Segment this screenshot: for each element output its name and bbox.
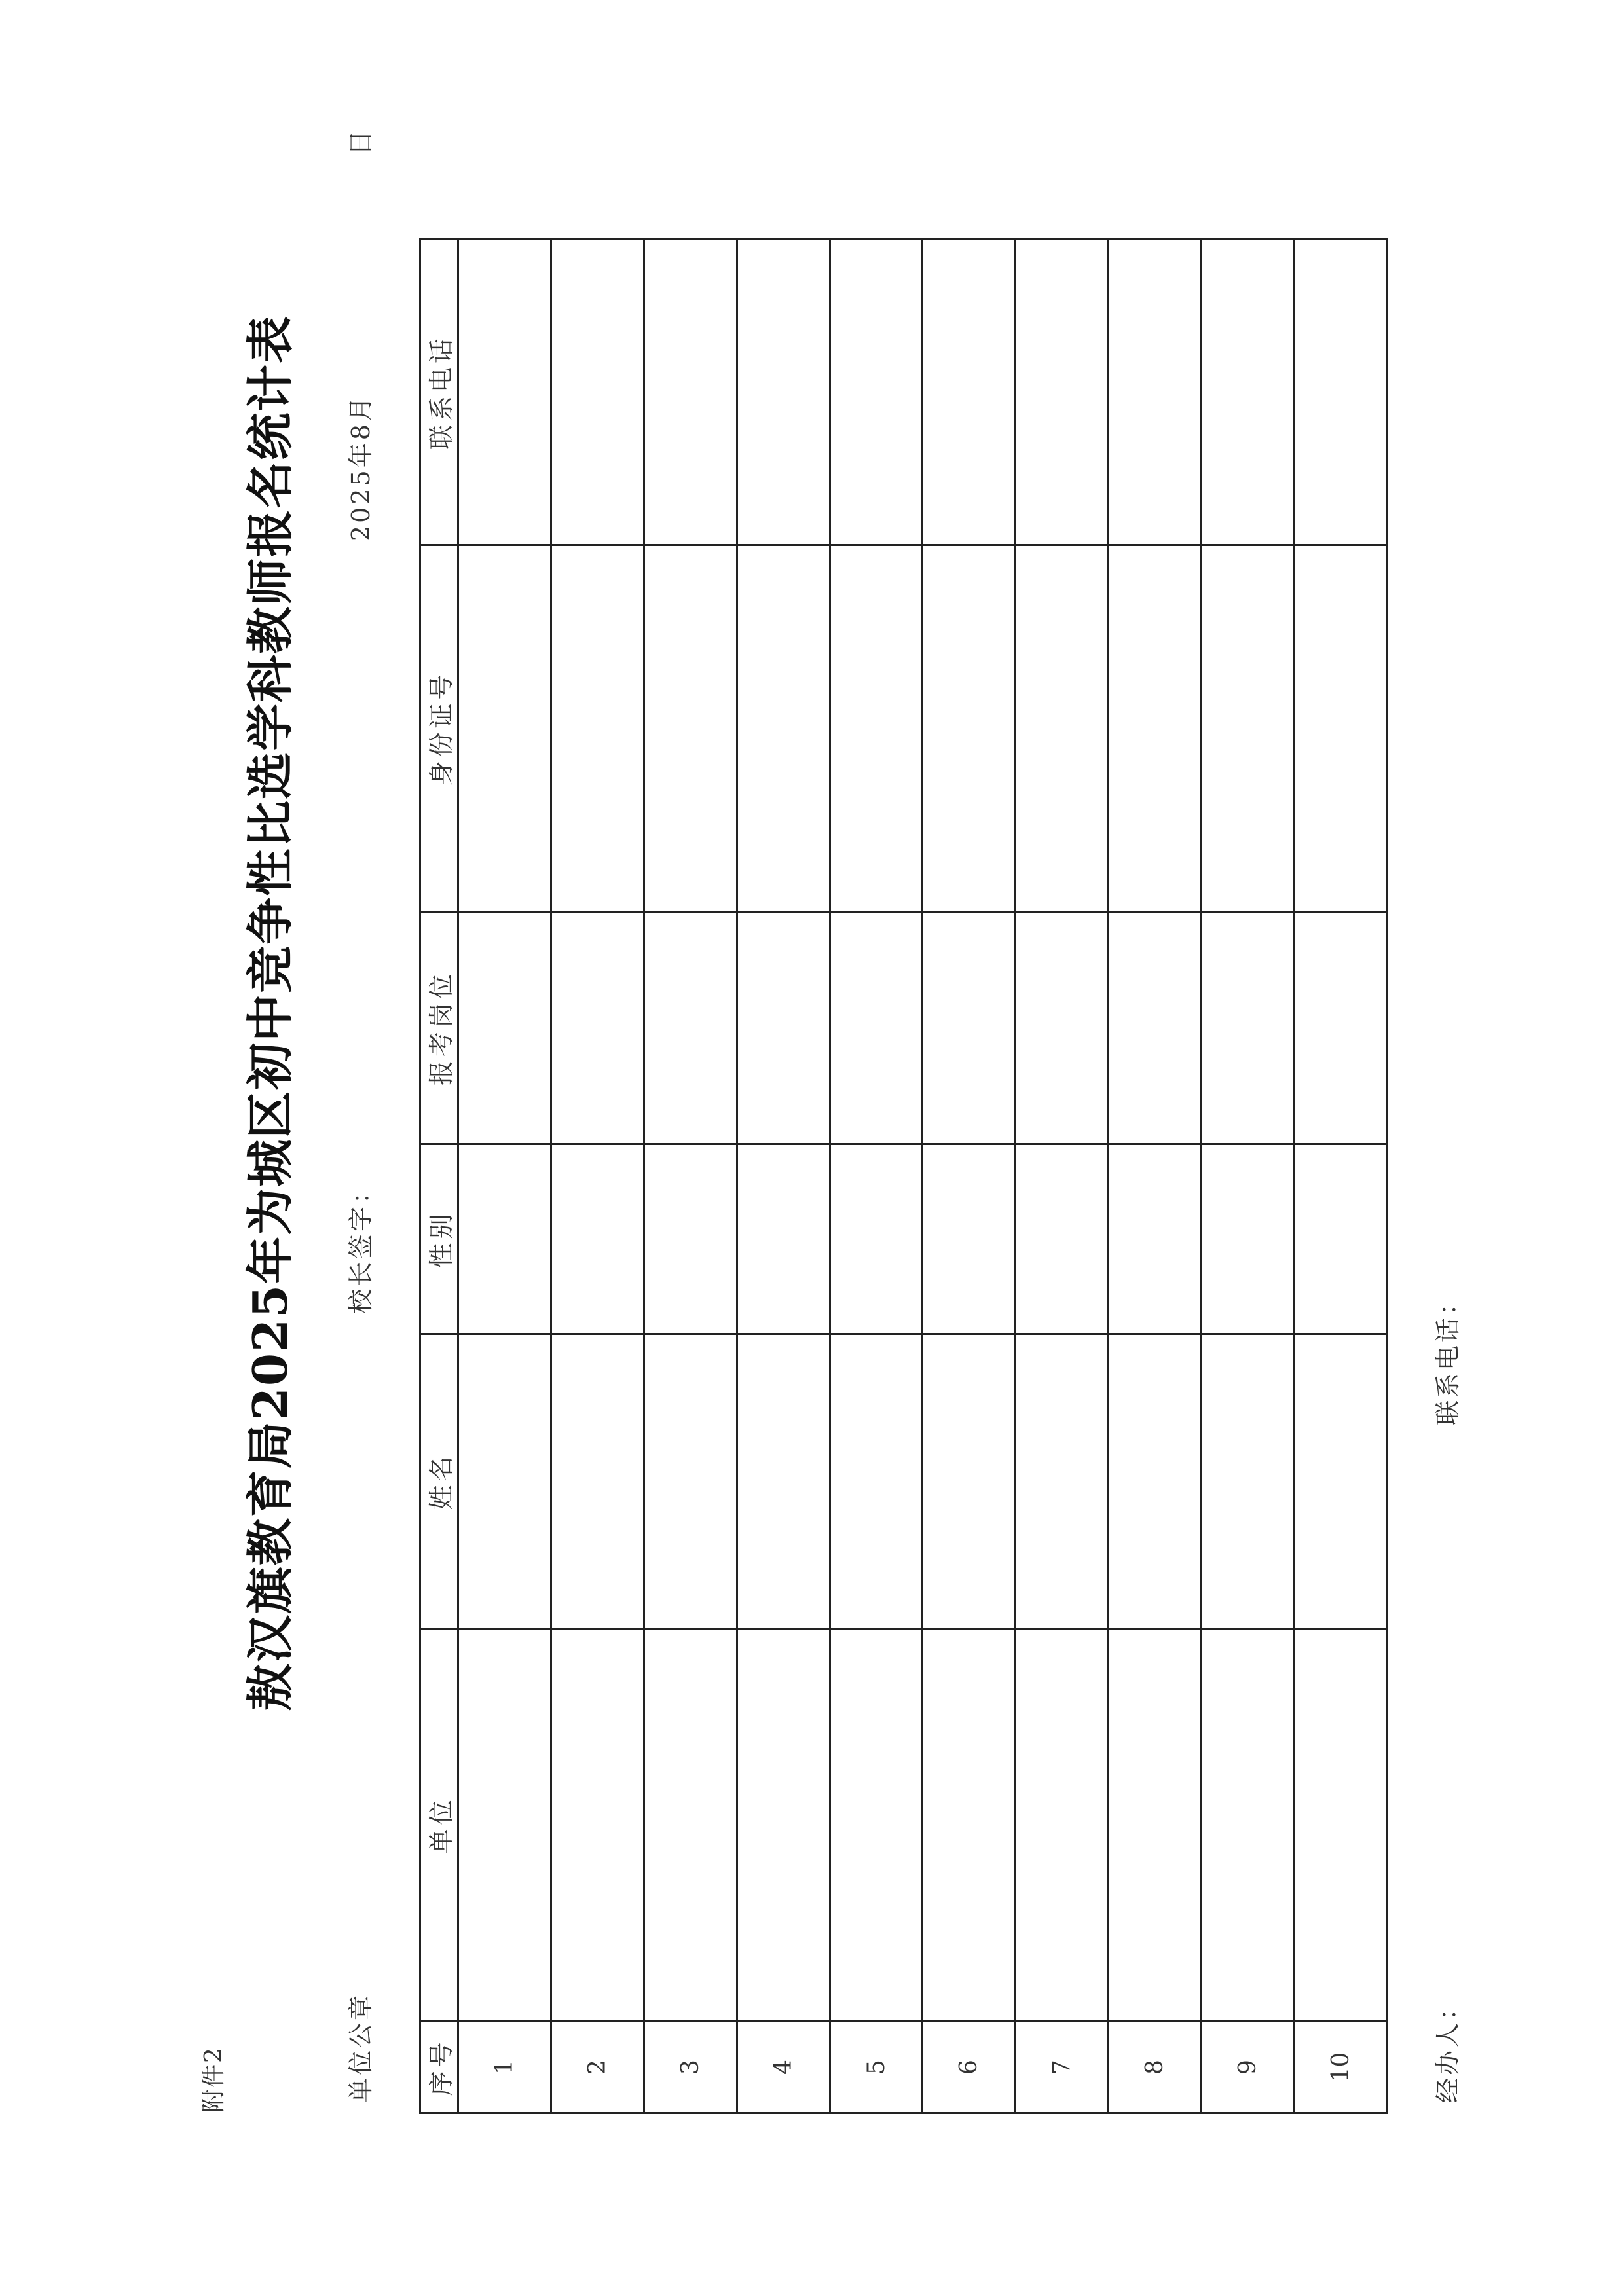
blank-entry-cell[interactable] — [923, 912, 1016, 1144]
column-header: 序号 — [420, 2022, 458, 2113]
column-header: 报考岗位 — [420, 912, 458, 1144]
blank-entry-cell[interactable] — [551, 1144, 644, 1334]
blank-entry-cell[interactable] — [830, 1629, 923, 2022]
blank-entry-cell[interactable] — [1016, 1144, 1109, 1334]
blank-entry-cell[interactable] — [923, 545, 1016, 912]
blank-entry-cell[interactable] — [458, 1334, 551, 1629]
date-label: 2025年8月 — [346, 394, 375, 541]
row-number-cell: 6 — [923, 2022, 1016, 2113]
blank-entry-cell[interactable] — [551, 545, 644, 912]
table-row — [1202, 240, 1295, 2113]
blank-entry-cell[interactable] — [737, 240, 830, 545]
column-header: 性别 — [420, 1144, 458, 1334]
blank-entry-cell[interactable] — [1202, 545, 1295, 912]
seal-label: 单位公章 — [346, 1992, 375, 2103]
table-row — [1109, 240, 1202, 2113]
blank-entry-cell[interactable] — [737, 1334, 830, 1629]
blank-entry-cell[interactable] — [923, 1629, 1016, 2022]
blank-entry-cell[interactable] — [458, 240, 551, 545]
blank-entry-cell[interactable] — [644, 1629, 737, 2022]
contact-phone-label: 联系电话： — [1433, 1287, 1462, 1425]
blank-entry-cell[interactable] — [1016, 545, 1109, 912]
blank-entry-cell[interactable] — [644, 240, 737, 545]
blank-entry-cell[interactable] — [830, 1144, 923, 1334]
blank-entry-cell[interactable] — [1295, 545, 1388, 912]
blank-entry-cell[interactable] — [644, 1144, 737, 1334]
row-number-cell: 9 — [1202, 2022, 1295, 2113]
blank-entry-cell[interactable] — [923, 1334, 1016, 1629]
blank-entry-cell[interactable] — [737, 545, 830, 912]
blank-entry-cell[interactable] — [1295, 1144, 1388, 1334]
blank-entry-cell[interactable] — [1109, 912, 1202, 1144]
registration-table — [419, 238, 1388, 2114]
blank-entry-cell[interactable] — [551, 912, 644, 1144]
blank-entry-cell[interactable] — [830, 545, 923, 912]
blank-entry-cell[interactable] — [458, 545, 551, 912]
table-row — [1016, 240, 1109, 2113]
table-row — [458, 240, 551, 2113]
blank-entry-cell[interactable] — [1109, 1144, 1202, 1334]
blank-entry-cell[interactable] — [737, 912, 830, 1144]
table-body — [458, 240, 1388, 2113]
blank-entry-cell[interactable] — [923, 1144, 1016, 1334]
blank-entry-cell[interactable] — [1016, 1629, 1109, 2022]
principal-signature-label: 校长签字： — [346, 1176, 375, 1314]
blank-entry-cell[interactable] — [1016, 1334, 1109, 1629]
row-number-cell: 2 — [551, 2022, 644, 2113]
blank-entry-cell[interactable] — [830, 240, 923, 545]
row-number-cell: 1 — [458, 2022, 551, 2113]
row-number-cell: 8 — [1109, 2022, 1202, 2113]
blank-entry-cell[interactable] — [1295, 240, 1388, 545]
blank-entry-cell[interactable] — [923, 240, 1016, 545]
blank-entry-cell[interactable] — [1202, 912, 1295, 1144]
blank-entry-cell[interactable] — [1109, 1334, 1202, 1629]
column-header: 单位 — [420, 1629, 458, 2022]
blank-entry-cell[interactable] — [1109, 1629, 1202, 2022]
table-row — [1295, 240, 1388, 2113]
row-number-cell: 3 — [644, 2022, 737, 2113]
blank-entry-cell[interactable] — [1202, 1144, 1295, 1334]
row-number-cell: 5 — [830, 2022, 923, 2113]
blank-entry-cell[interactable] — [551, 240, 644, 545]
row-number-cell: 7 — [1016, 2022, 1109, 2113]
blank-entry-cell[interactable] — [1295, 1629, 1388, 2022]
table-row — [923, 240, 1016, 2113]
date-day-label: 日 — [346, 127, 375, 155]
blank-entry-cell[interactable] — [644, 912, 737, 1144]
blank-entry-cell[interactable] — [551, 1629, 644, 2022]
blank-entry-cell[interactable] — [1109, 240, 1202, 545]
column-header: 身份证号 — [420, 545, 458, 912]
row-number-cell: 4 — [737, 2022, 830, 2113]
blank-entry-cell[interactable] — [1295, 1334, 1388, 1629]
blank-entry-cell[interactable] — [1202, 1629, 1295, 2022]
handler-label: 经办人： — [1433, 1992, 1462, 2103]
blank-entry-cell[interactable] — [1202, 1334, 1295, 1629]
blank-entry-cell[interactable] — [458, 1144, 551, 1334]
table-row — [644, 240, 737, 2113]
blank-entry-cell[interactable] — [737, 1629, 830, 2022]
attachment-label: 附件2 — [200, 2047, 227, 2113]
blank-entry-cell[interactable] — [1202, 240, 1295, 545]
blank-entry-cell[interactable] — [1016, 912, 1109, 1144]
blank-entry-cell[interactable] — [1295, 912, 1388, 1144]
table-row — [737, 240, 830, 2113]
column-header: 姓名 — [420, 1334, 458, 1629]
blank-entry-cell[interactable] — [551, 1334, 644, 1629]
blank-entry-cell[interactable] — [737, 1144, 830, 1334]
blank-entry-cell[interactable] — [1109, 545, 1202, 912]
table-row — [830, 240, 923, 2113]
form-title: 敖汉旗教育局2025年为城区初中竞争性比选学科教师报名统计表 — [242, 314, 298, 1711]
blank-entry-cell[interactable] — [830, 912, 923, 1144]
blank-entry-cell[interactable] — [830, 1334, 923, 1629]
blank-entry-cell[interactable] — [644, 545, 737, 912]
blank-entry-cell[interactable] — [1016, 240, 1109, 545]
row-number-cell: 10 — [1295, 2022, 1388, 2113]
blank-entry-cell[interactable] — [644, 1334, 737, 1629]
column-header: 联系电话 — [420, 240, 458, 545]
table-header-row — [420, 240, 458, 2113]
table-row — [551, 240, 644, 2113]
blank-entry-cell[interactable] — [458, 1629, 551, 2022]
blank-entry-cell[interactable] — [458, 912, 551, 1144]
